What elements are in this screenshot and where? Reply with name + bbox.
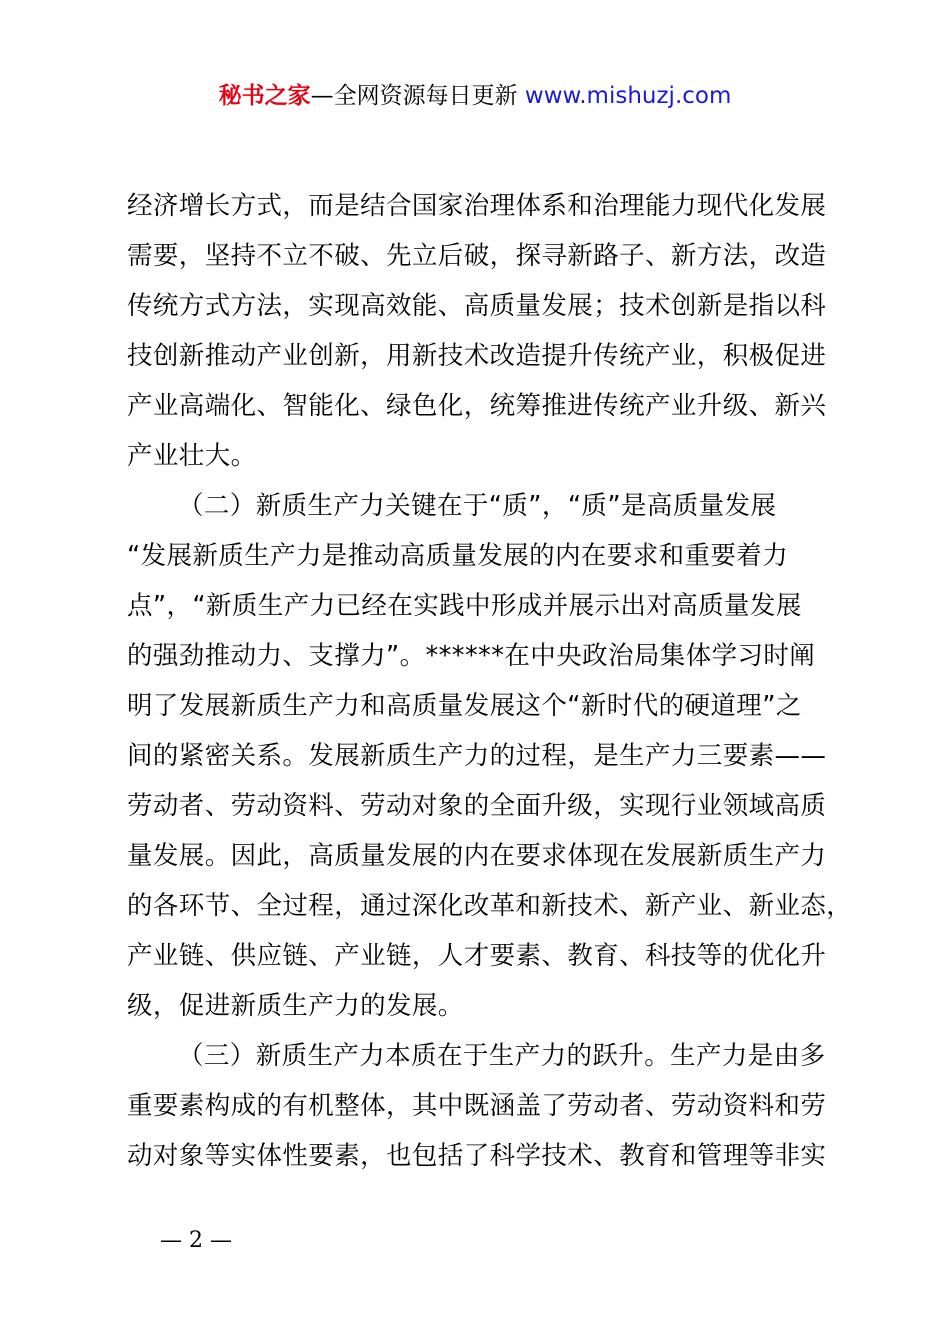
body-line: 经济增长方式，而是结合国家治理体系和治理能力现代化发展	[127, 191, 827, 221]
body-line: 间的紧密关系。发展新质生产力的过程，是生产力三要素——	[127, 741, 827, 771]
document-body	[127, 181, 853, 1181]
body-line: 的各环节、全过程，通过深化改革和新技术、新产业、新业态，	[127, 891, 853, 921]
body-line: （二）新质生产力关键在于“质”，“质”是高质量发展	[178, 491, 777, 521]
body-line: 的强劲推动力、支撑力”。******在中央政治局集体学习时阐	[127, 641, 816, 671]
body-line: 传统方式方法，实现高效能、高质量发展；技术创新是指以科	[127, 291, 827, 321]
body-line: 产业链、供应链、产业链，人才要素、教育、科技等的优化升	[127, 941, 827, 971]
body-line: “发展新质生产力是推动高质量发展的内在要求和重要着力	[127, 541, 789, 571]
body-line: （三）新质生产力本质在于生产力的跃升。生产力是由多	[178, 1041, 826, 1071]
body-line: 产业高端化、智能化、绿色化，统筹推进传统产业升级、新兴	[127, 391, 827, 421]
page-number: — 2 —	[160, 1228, 232, 1253]
header-tagline: —全网资源每日更新	[310, 83, 525, 109]
body-line: 劳动者、劳动资料、劳动对象的全面升级，实现行业领域高质	[127, 791, 827, 821]
body-line: 级，促进新质生产力的发展。	[127, 991, 464, 1021]
body-line: 明了发展新质生产力和高质量发展这个“新时代的硬道理”之	[127, 691, 802, 721]
brand-name: 秘书之家	[218, 83, 311, 109]
body-line: 技创新推动产业创新，用新技术改造提升传统产业，积极促进	[127, 341, 827, 371]
body-line: 量发展。因此，高质量发展的内在要求体现在发展新质生产力	[127, 841, 827, 871]
body-line: 产业壮大。	[127, 441, 257, 471]
body-line: 需要，坚持不立不破、先立后破，探寻新路子、新方法，改造	[127, 241, 827, 271]
body-line: 点”，“新质生产力已经在实践中形成并展示出对高质量发展	[127, 591, 802, 621]
body-line: 动对象等实体性要素，也包括了科学技术、教育和管理等非实	[127, 1141, 827, 1171]
site-url-link[interactable]: www.mishuzj.com	[524, 83, 732, 109]
page-header	[0, 80, 950, 112]
body-line: 重要素构成的有机整体，其中既涵盖了劳动者、劳动资料和劳	[127, 1091, 827, 1121]
